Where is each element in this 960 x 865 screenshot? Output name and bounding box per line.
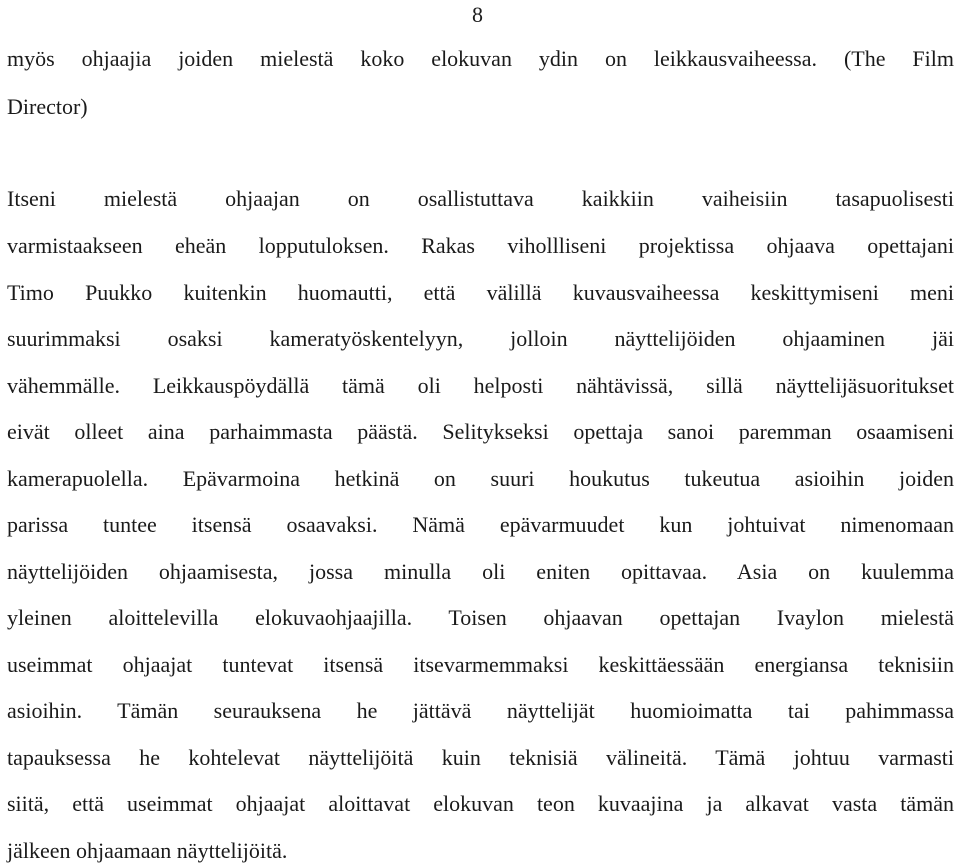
text-line: tapauksessa he kohtelevat näyttelijöitä kuin teknisiä välineitä. Tämä johtuu varmasti [7,745,954,770]
text-line: asioihin. Tämän seurauksena he jättävä näyttelijät huomioimatta tai pahimmassa [7,698,954,723]
text-line: Itseni mielestä ohjaajan on osallistuttava kaikkiin vaiheisiin tasapuolisesti [7,186,954,211]
page-number: 8 [472,2,483,27]
text-line: varmistaakseen eheän lopputuloksen. Rakas vihollliseni projektissa ohjaava opettajani [7,233,954,258]
text-line: jälkeen ohjaamaan näyttelijöitä. [7,838,288,863]
text-line: Timo Puukko kuitenkin huomautti, että välillä kuvausvaiheessa keskittymiseni meni [7,280,954,305]
text-line: Director) [7,94,88,119]
text-line: kamerapuolella. Epävarmoina hetkinä on suuri houkutus tukeutua asioihin joiden [7,466,954,491]
text-line: parissa tuntee itsensä osaavaksi. Nämä epävarmuudet kun johtuivat nimenomaan [7,512,954,537]
text-line: useimmat ohjaajat tuntevat itsensä itsevarmemmaksi keskittäessään energiansa teknisiin [7,652,954,677]
text-line: vähemmälle. Leikkauspöydällä tämä oli helposti nähtävissä, sillä näyttelijäsuoritukset [7,373,954,398]
text-line: suurimmaksi osaksi kameratyöskentelyyn, jolloin näyttelijöiden ohjaaminen jäi [7,326,954,351]
text-line: näyttelijöiden ohjaamisesta, jossa minulla oli eniten opittavaa. Asia on kuulemma [7,559,954,584]
text-line: eivät olleet aina parhaimmasta päästä. Selitykseksi opettaja sanoi paremman osaamiseni [7,419,954,444]
text-line: siitä, että useimmat ohjaajat aloittavat elokuvan teon kuvaajina ja alkavat vasta tämän [7,791,954,816]
text-line: myös ohjaajia joiden mielestä koko elokuvan ydin on leikkausvaiheessa. (The Film [7,46,954,71]
text-line: yleinen aloittelevilla elokuvaohjaajilla. Toisen ohjaavan opettajan Ivaylon mielestä [7,605,954,630]
